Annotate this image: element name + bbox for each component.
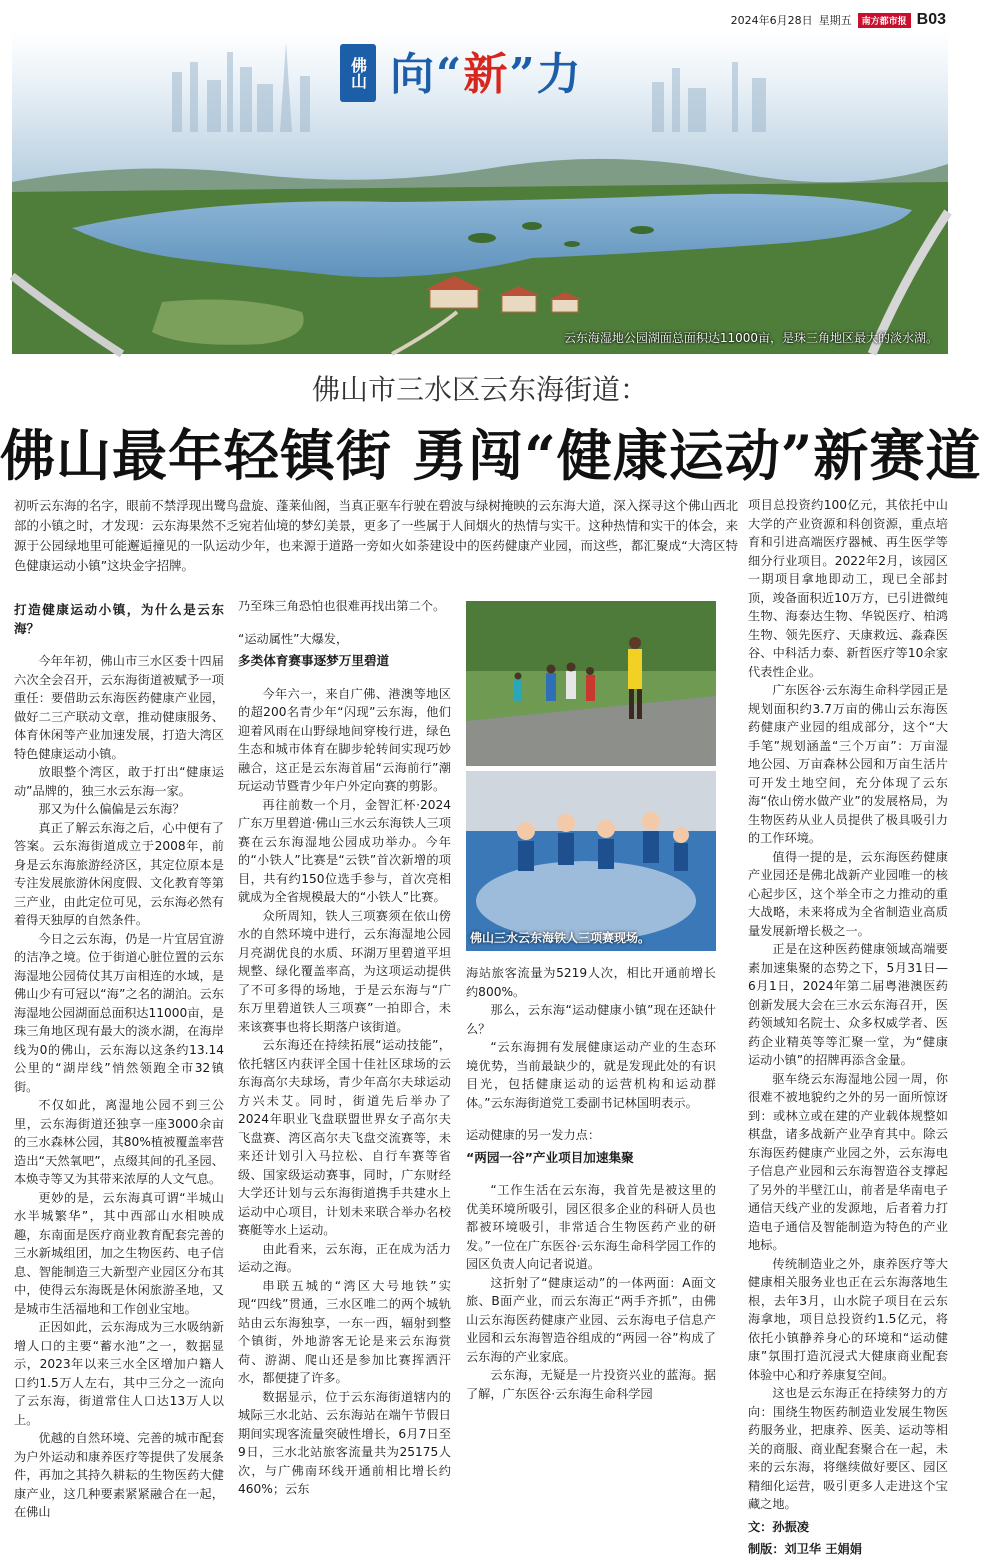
- paragraph: 众所周知，铁人三项赛须在依山傍水的自然环境中进行，云东海湿地公园月亮湖优良的水质、环湖万里碧道平坦规整、绿化覆盖率高，为这项运动提供了不可多得的场地，于是云东海与“广东万里碧道铁人三项赛”一拍即合，未来该赛事也将长期落户该街道。: [238, 908, 451, 1034]
- issue-weekday: 星期五: [818, 14, 852, 27]
- hero-caption: 云东海湿地公园湖面总面积达11000亩，是珠三角地区最大的淡水湖。: [563, 331, 938, 345]
- paragraph: 海站旅客流量为5219人次，相比开通前增长约800%。: [466, 966, 716, 999]
- paragraph: 乃至珠三角恐怕也很难再找出第二个。: [238, 599, 446, 613]
- hero-photo: [12, 32, 948, 354]
- paragraph: 这也是云东海正在持续努力的方向：围绕生物医药制造业发展生物医药服务业，把康养、医美、运动等相关的商服、商业配套聚合在一起，未来的云东海，将继续做好要区、园区精细化运营，吸引更多人走进这个宝藏之地。: [748, 1386, 948, 1511]
- paragraph: 再往前数一个月，金智汇杯·2024广东万里碧道·佛山三水云东海铁人三项赛在云东海湿地公园成功举办。今年的“小铁人”比赛是“云铁”首次新增的项目，共有约150位选手参与，首次亮相就成为全省规模最大的“小铁人”比赛。: [238, 797, 451, 904]
- paragraph: 那么，云东海“运动健康小镇”现在还缺什么？: [466, 1003, 716, 1036]
- paragraph: 今年六一，来自广佛、港澳等地区的超200名青少年“闪现”云东海，他们迎着风雨在山野绿地间穿梭行进，绿色生态和城市体育在脚步轮转间实现巧妙融合，这正是云东海首届“云海前行”潮玩运动节暨青少年户外定向赛的剪影。: [238, 686, 451, 793]
- article-column-2: [238, 597, 451, 1499]
- paragraph: 项目总投资约100亿元，其依托中山大学的产业资源和科创资源，重点培育和引进高端医疗器械、再生医学等细分行业项目。2022年2月，该园区一期项目拿地即动工，现已全部封顶，竣备面积近10万方，已引进微纯生物、海泰达生物、华锐医疗、柏鸿生物、领先医疗、天康救远、淼森医谷、中科活力泰、新哲医疗等10余家代表性企业。: [748, 498, 948, 679]
- subheading-kicker: 运动健康的另一发力点：: [466, 1128, 601, 1142]
- paragraph: 由此看来，云东海，正在成为活力运动之海。: [238, 1241, 451, 1274]
- paragraph: 广东医谷·云东海生命科学园正是规划面积约3.7万亩的佛山云东海医药健康产业园的组成部分，这个“大手笔”规划涵盖“三个万亩”：万亩湿地公园、万亩森林公园和万亩生活片可开发土地空间，充分体现了云东海“依山傍水做产业”的发展格局，为生物医药从业人员提供了极具吸引力的工作环境。: [748, 683, 948, 845]
- column-title-part: ”力: [509, 49, 583, 100]
- paragraph: 传统制造业之外，康养医疗等大健康相关服务业也正在云东海落地生根，去年3月，山水院子项目在云东海拿地，项目总投资约1.5亿元，将依托小镇静养身心的环境和“运动健康”氛围打造沉浸式大健康商业配套体验中心和疗养康复空间。: [748, 1256, 948, 1382]
- paragraph: 数据显示，位于云东海街道辖内的城际三水北站、云东海站在端午节假日期间实现客流量突破性增长，6月7日至9日，三水北站旅客流量共为25175人次，与广佛南环线开通前相比增长约460%；云东: [238, 1389, 451, 1496]
- section-tag: 佛山: [340, 44, 376, 102]
- newspaper-logo: 南方都市报: [858, 13, 911, 28]
- paragraph: “工作生活在云东海，我首先是被这里的优美环境所吸引，园区很多企业的科研人员也都被环境吸引，非常适合生物医药产业的研发。”一位在广东医谷·云东海生命科学园工作的园区负责人向记者说道。: [466, 1183, 716, 1271]
- page-header: [700, 10, 946, 30]
- paragraph: 放眼整个湾区，敢于打出“健康运动”品牌的，独三水云东海一家。: [14, 765, 224, 798]
- triathlon-photos: [466, 601, 716, 951]
- subheading: “两园一谷”产业项目加速集聚: [466, 1149, 634, 1165]
- paragraph: 优越的自然环境、完善的城市配套为户外运动和康养医疗等提供了发展条件，再加之其持久耕耘的生物医药大健康产业，这几种要素紧紧融合在一起，在佛山: [14, 1431, 224, 1519]
- layout-byline: 制版：刘卫华 王娟娟: [748, 1542, 862, 1556]
- triathlon-photo-illustration: [466, 601, 716, 951]
- paragraph: 那又为什么偏偏是云东海？: [38, 802, 185, 816]
- paragraph: 今日之云东海，仍是一片宜居宜游的洁净之境。位于街道心脏位置的云东海湿地公园倚仗其万亩相连的水域，是佛山少有可冠以“海”之名的湖泊。云东海湿地公园湖面总面积达11000亩，是珠三角地区现有最大的淡水湖，在海岸线为0的佛山，云东海以这条约13.14公里的“湖岸线”悄然领跑全市32镇街。: [14, 931, 224, 1094]
- headline: 佛山最年轻镇街 勇闯“健康运动”新赛道: [0, 423, 981, 488]
- column-title-highlight: 新: [463, 49, 510, 100]
- paragraph: 不仅如此，离湿地公园不到三公里，云东海街道还独享一座3000余亩的三水森林公园，其80%植被覆盖率营造出“天然氧吧”，点缀其间的孔圣园、本焕寺等又为其带来浓厚的人文气息。: [14, 1098, 224, 1186]
- paragraph: 今年年初，佛山市三水区委十四届六次全会召开，云东海街道被赋予一项重任：要借助云东海医药健康产业园，做好二三产联动文章，推动健康服务、体育休闲等产业加速发展，打造大湾区特色健康运动小镇。: [14, 654, 224, 761]
- paragraph: 云东海还在持续拓展“运动技能”，依托辖区内获评全国十佳社区球场的云东海高尔夫球场，青少年高尔夫球运动方兴未艾。同时，街道先后举办了2024年职业飞盘联盟世界女子高尔夫飞盘赛、湾区高尔夫飞盘交流赛等，未来还计划引入马拉松、自行车赛等省级、国家级运动赛事，同时，广东财经大学还计划与云东海街道携手共建水上运动中心项目，计划未来联合举办名校赛艇等水上运动。: [238, 1038, 451, 1237]
- subheading-kicker: “运动属性”大爆发，: [238, 631, 349, 646]
- paragraph: 值得一提的是，云东海医药健康产业园还是佛北战新产业园唯一的核心起步区，这个举全市之力推动的重大战略，未来将成为全省制造业高质量发展新增长极之一。: [748, 849, 948, 938]
- article-column-4: [748, 496, 948, 1559]
- column-title-part: 向“: [390, 49, 464, 100]
- lead-paragraph: 初听云东海的名字，眼前不禁浮现出鹭鸟盘旋、蓬莱仙阁，当真正驱车行驶在碧波与绿树掩映的云东海大道，深入探寻这个佛山西北部的小镇之时，才发现：云东海果然不乏宛若仙境的梦幻美景，更多了一些属于人间烟火的热情与实干。这种热情和实干的体会，来源于公园绿地里可能邂逅撞见的一队运动少年，也来源于道路一旁如火如荼建设中的医药健康产业园，而这些，都汇聚成“大湾区特色健康运动小镇”这块金字招牌。: [14, 498, 738, 573]
- subheading: 打造健康运动小镇，为什么是云东海？: [14, 602, 224, 636]
- column-banner: [12, 32, 948, 132]
- paragraph: 驱车绕云东海湿地公园一周，你很难不被地貌约之外的另一面所惊讶到：或林立或在建的产业载体规整如棋盘，诸多战新产业孕育其中。除云东海医药健康产业园之外，云东海电子信息产业园和云东海智造谷支撑起了另外的半壁江山，前者是华南电子通信天线产业的发源地，后者着力打造电子通信及智能制造为特色的产业地标。: [748, 1071, 948, 1252]
- article-column-3: [466, 964, 716, 1403]
- paragraph: 正因如此，云东海成为三水吸纳新增人口的主要“蓄水池”之一，数据显示，2023年以来三水全区增加户籍人口约1.5万人左右，其中三分之一流向了云东海，街道常住人口达13万人以上。: [14, 1320, 224, 1427]
- paragraph: 更妙的是，云东海真可谓“半城山水半城繁华”，其中西部山水相映成趣，东南面是医疗商业教育配套完善的三水新城组团，加之生物医药、电子信息、智能制造三大新型产业园区分布其中，使得云东海既是休闲旅游圣地，又是城市生活福地和工作创业宝地。: [14, 1190, 224, 1316]
- paragraph: 串联五城的“湾区大号地铁”实现“四线”贯通，三水区唯二的两个城轨站由云东海独享，一东一西，辐射到整个镇街，外地游客无论是来云东海赏荷、游湖、爬山还是参加比赛挥洒汗水，都便捷了许多。: [238, 1278, 451, 1385]
- issue-date: 2024年6月28日: [730, 14, 813, 27]
- author-byline: 文：孙振凌: [748, 1519, 809, 1534]
- headline-kicker: 佛山市三水区云东海街道：: [311, 373, 648, 406]
- paragraph: 正是在这种医药健康领域高端要素加速集聚的态势之下，5月31日—6月1日，2024年第二届粤港澳医药创新发展大会在三水云东海召开，医药领域知名院士、众多权威学者、医药企业精英等等汇聚一堂，为“健康运动小镇”的招牌再添含金量。: [748, 942, 948, 1067]
- paragraph: 云东海，无疑是一片投资兴业的蓝海。据了解，广东医谷·云东海生命科学园: [466, 1368, 716, 1401]
- subheading: 多类体育赛事逐梦万里碧道: [238, 653, 390, 668]
- article-column-1: [14, 597, 224, 1522]
- column-title: [390, 38, 583, 102]
- paragraph: “云东海拥有发展健康运动产业的生态环境优势，当前最缺少的，就是发现此处的有识目光，包括健康运动的运营机构和运动群体。”云东海街道党工委副书记林国明表示。: [466, 1040, 716, 1110]
- page-number: B03: [916, 11, 946, 28]
- paragraph: 这折射了“健康运动”的一体两面：A面文旅、B面产业，而云东海正“两手齐抓”，由佛山云东海医药健康产业园、云东海电子信息产业园和云东海智造谷组成的“两园一谷”构成了云东海的产业家底。: [466, 1275, 716, 1364]
- photo-caption: 佛山三水云东海铁人三项赛现场。: [470, 931, 651, 945]
- paragraph: 真正了解云东海之后，心中便有了答案。云东海街道成立于2008年，前身是云东海旅游经济区，其定位原本是专注发展旅游休闲度假、文化教育等第三产业，由此定位可见，云东海必然有着得天独厚的自然条件。: [14, 820, 224, 927]
